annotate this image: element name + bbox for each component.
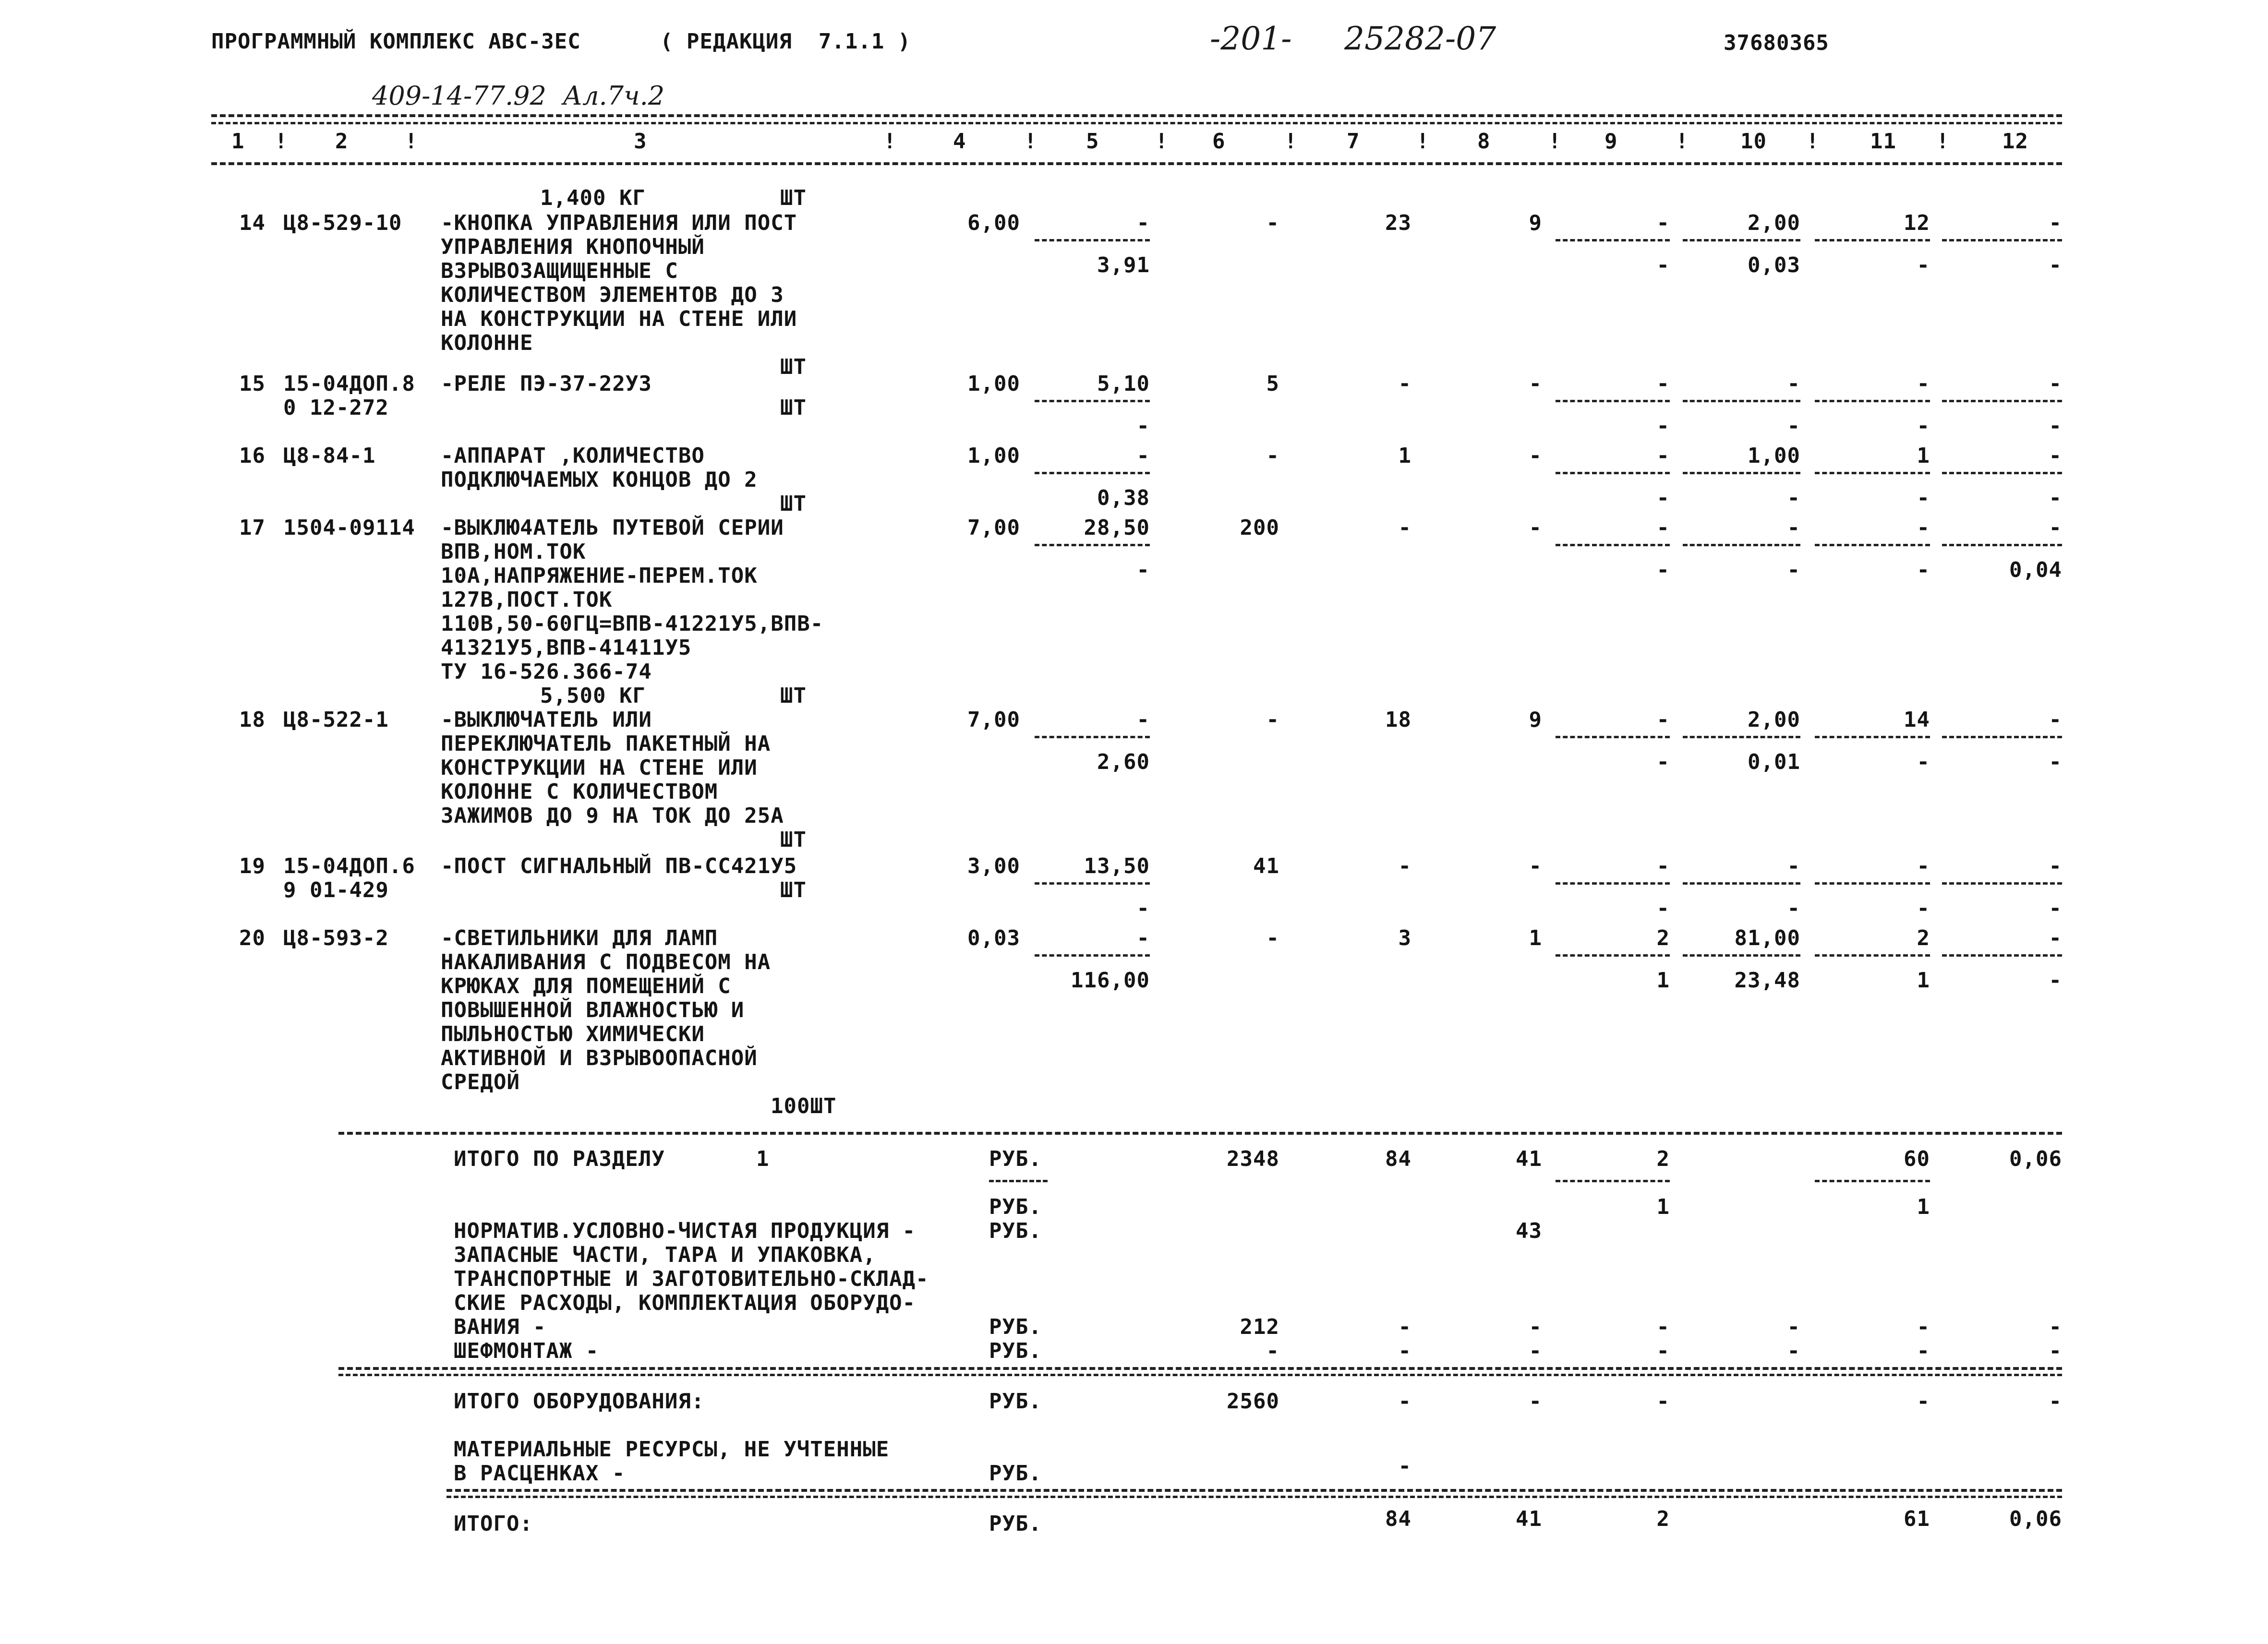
cell-col-5-sub: 116,00 <box>1071 968 1150 993</box>
cell-col-5-sub: - <box>1136 558 1150 582</box>
currency-label: РУБ. <box>989 1389 1042 1414</box>
shef-dash: - <box>2049 1339 2062 1363</box>
cell-col-4: 3,00 <box>967 854 1020 878</box>
cell-col-8: - <box>1529 444 1542 468</box>
cell-col-9: - <box>1656 211 1670 235</box>
spare-parts-label: ТРАНСПОРТНЫЕ И ЗАГОТОВИТЕЛЬНО-СКЛАД- <box>454 1267 929 1291</box>
row-number: 14 <box>239 211 265 235</box>
total-col-9-sub: 1 <box>1656 1195 1670 1219</box>
item-description: КОЛОННЕ С КОЛИЧЕСТВОМ <box>441 780 718 804</box>
cell-col-7: 1 <box>1398 444 1411 468</box>
sub-rule <box>1683 472 1800 474</box>
spare-dash: - <box>1529 1315 1542 1339</box>
unit-label: ШТ <box>780 828 807 852</box>
cell-col-9: - <box>1656 516 1670 540</box>
item-description: КОЛОННЕ <box>441 331 533 355</box>
item-description: -ПОСТ СИГНАЛЬНЫЙ ПВ-СС421У5 <box>441 854 797 878</box>
unit-label: ШТ <box>780 492 807 516</box>
row-number: 17 <box>239 516 265 540</box>
item-description: -АППАРАТ ,КОЛИЧЕСТВО <box>441 444 705 468</box>
item-description: ПОВЫШЕННОЙ ВЛАЖНОСТЬЮ И <box>441 998 745 1022</box>
item-description: 41321У5,ВПВ-41411У5 <box>441 636 692 660</box>
cell-col-8: 1 <box>1529 926 1542 950</box>
cell-col-9-sub: - <box>1656 896 1670 921</box>
unit-label: ШТ <box>780 396 807 420</box>
item-description: АКТИВНОЙ И ВЗРЫВООПАСНОЙ <box>441 1046 758 1070</box>
shef-dash: - <box>1656 1339 1670 1363</box>
cell-col-10-sub: - <box>1787 486 1800 510</box>
cell-col-9-sub: - <box>1656 750 1670 774</box>
sub-rule <box>1035 400 1150 402</box>
cell-col-11: 1 <box>1917 444 1930 468</box>
spare-dash: - <box>1656 1315 1670 1339</box>
cell-col-5-sub: - <box>1136 896 1150 921</box>
cell-col-8: - <box>1529 854 1542 878</box>
cell-col-9-sub: - <box>1656 253 1670 277</box>
item-code: Ц8-529-10 <box>283 211 402 235</box>
sub-rule <box>1815 1180 1930 1182</box>
item-description: СРЕДОЙ <box>441 1070 520 1094</box>
cell-col-11-sub: - <box>1917 486 1930 510</box>
currency-label: РУБ. <box>989 1339 1042 1363</box>
currency-label: РУБ. <box>989 1147 1042 1171</box>
column-separator: ! <box>883 129 897 154</box>
column-header-3: 3 <box>634 129 647 154</box>
sub-rule <box>1942 400 2062 402</box>
cell-col-10-sub: - <box>1787 896 1800 921</box>
cell-col-11-sub: - <box>1917 896 1930 921</box>
cell-col-10: - <box>1787 516 1800 540</box>
cell-col-7: - <box>1398 854 1411 878</box>
column-separator: ! <box>405 129 418 154</box>
spare-parts-label: ВАНИЯ - <box>454 1315 546 1339</box>
grand-total-col-9: 2 <box>1656 1507 1670 1531</box>
sub-rule <box>1556 472 1670 474</box>
item-description: ПОДКЛЮЧАЕМЫХ КОНЦОВ ДО 2 <box>441 468 758 492</box>
column-header-12: 12 <box>2002 129 2028 154</box>
cell-col-10-sub: 23,48 <box>1734 968 1800 993</box>
sub-rule <box>1683 882 1800 885</box>
cell-col-12: - <box>2049 708 2062 732</box>
cell-col-7: - <box>1398 516 1411 540</box>
item-description: ПЫЛЬНОСТЬЮ ХИМИЧЕСКИ <box>441 1022 705 1046</box>
section-rule-2 <box>446 1496 2062 1498</box>
item-description: УПРАВЛЕНИЯ КНОПОЧНЫЙ <box>441 235 705 259</box>
cell-col-12-sub: - <box>2049 414 2062 438</box>
equipment-total-dash: - <box>1917 1389 1930 1414</box>
item-description: -РЕЛЕ ПЭ-37-22У3 <box>441 372 652 396</box>
shef-dash: - <box>1398 1339 1411 1363</box>
cell-col-12: - <box>2049 372 2062 396</box>
column-header-9: 9 <box>1604 129 1618 154</box>
grand-total-col-12: 0,06 <box>2009 1507 2062 1531</box>
document-register-code: 37680365 <box>1724 31 1829 55</box>
cell-col-6: 5 <box>1266 372 1279 396</box>
sub-rule <box>1556 239 1670 241</box>
cell-col-7: 18 <box>1385 708 1411 732</box>
cell-col-4: 1,00 <box>967 444 1020 468</box>
cell-col-4: 6,00 <box>967 211 1020 235</box>
sub-rule <box>1942 239 2062 241</box>
column-separator: ! <box>275 129 288 154</box>
handwritten-reference: 409-14-77.92 Ал.7ч.2 <box>372 81 665 111</box>
section-rule <box>338 1132 2062 1135</box>
cell-col-8: 9 <box>1529 708 1542 732</box>
item-description: ВЗРЫВОЗАЩИЩЕННЫЕ С <box>441 259 678 283</box>
currency-label: РУБ. <box>989 1219 1042 1243</box>
total-col-9: 2 <box>1656 1147 1670 1171</box>
equipment-total-dash: - <box>2049 1389 2062 1414</box>
grand-total-col-8: 41 <box>1516 1507 1542 1531</box>
cell-col-10: - <box>1787 372 1800 396</box>
cell-col-5: - <box>1136 211 1150 235</box>
cell-col-11: 12 <box>1904 211 1930 235</box>
item-description: ПЕРЕКЛЮЧАТЕЛЬ ПАКЕТНЫЙ НА <box>441 732 771 756</box>
item-code: Ц8-522-1 <box>283 708 389 732</box>
shef-dash: - <box>1787 1339 1800 1363</box>
spare-dash: - <box>1917 1315 1930 1339</box>
cell-col-10-sub: 0,01 <box>1748 750 1800 774</box>
cell-col-4: 7,00 <box>967 516 1020 540</box>
sub-rule <box>1815 954 1930 957</box>
column-header-4: 4 <box>953 129 966 154</box>
item-description: ТУ 16-526.366-74 <box>441 660 652 684</box>
column-separator: ! <box>1416 129 1430 154</box>
cell-col-4: 0,03 <box>967 926 1020 950</box>
cell-col-12: - <box>2049 926 2062 950</box>
grand-total-label: ИТОГО: <box>454 1512 533 1536</box>
cell-col-8: - <box>1529 516 1542 540</box>
cell-col-9: - <box>1656 372 1670 396</box>
total-col-8: 41 <box>1516 1147 1542 1171</box>
sub-rule <box>1683 736 1800 738</box>
item-description: -ВЫКЛЮЧАТЕЛЬ ИЛИ <box>441 708 652 732</box>
cell-col-10-sub: - <box>1787 558 1800 582</box>
item-code: 0 12-272 <box>283 396 389 420</box>
cell-col-8: - <box>1529 372 1542 396</box>
materials-label: МАТЕРИАЛЬНЫЕ РЕСУРСЫ, НЕ УЧТЕННЫЕ <box>454 1437 890 1462</box>
materials-col-7: - <box>1398 1454 1411 1478</box>
sub-rule <box>1556 544 1670 546</box>
program-edition: ( РЕДАКЦИЯ 7.1.1 ) <box>660 29 911 54</box>
page-number: -201- <box>1210 20 1292 57</box>
item-description: КОНСТРУКЦИИ НА СТЕНЕ ИЛИ <box>441 756 758 780</box>
sub-rule <box>1035 736 1150 738</box>
cell-col-10: 1,00 <box>1748 444 1800 468</box>
cell-col-5: 13,50 <box>1084 854 1150 878</box>
cell-col-12: - <box>2049 516 2062 540</box>
sub-rule <box>1942 882 2062 885</box>
section-total-label: ИТОГО ПО РАЗДЕЛУ <box>454 1147 665 1171</box>
cell-col-10-sub: 0,03 <box>1748 253 1800 277</box>
cell-col-11-sub: - <box>1917 750 1930 774</box>
cell-col-4: 7,00 <box>967 708 1020 732</box>
spare-parts-label: СКИЕ РАСХОДЫ, КОМПЛЕКТАЦИЯ ОБОРУДО- <box>454 1291 916 1315</box>
weight-note: 5,500 КГ <box>540 684 646 708</box>
column-separator: ! <box>1806 129 1820 154</box>
cell-col-12: - <box>2049 854 2062 878</box>
row-number: 19 <box>239 854 265 878</box>
sub-rule <box>1035 472 1150 474</box>
cell-col-11: - <box>1917 854 1930 878</box>
equipment-total-label: ИТОГО ОБОРУДОВАНИЯ: <box>454 1389 705 1414</box>
cell-col-9-sub: - <box>1656 558 1670 582</box>
spare-dash: - <box>2049 1315 2062 1339</box>
currency-label: РУБ. <box>989 1195 1042 1219</box>
cell-col-9-sub: - <box>1656 414 1670 438</box>
sub-rule <box>1683 544 1800 546</box>
item-description: -СВЕТИЛЬНИКИ ДЛЯ ЛАМП <box>441 926 718 950</box>
spare-dash: - <box>1787 1315 1800 1339</box>
total-col-12: 0,06 <box>2009 1147 2062 1171</box>
cell-col-9-sub: - <box>1656 486 1670 510</box>
shefmontazh-label: ШЕФМОНТАЖ - <box>454 1339 599 1363</box>
item-code: Ц8-593-2 <box>283 926 389 950</box>
cell-col-5: 28,50 <box>1084 516 1150 540</box>
materials-label: В РАСЦЕНКАХ - <box>454 1461 626 1486</box>
unit-label: ШТ <box>780 186 807 210</box>
cell-col-11: 2 <box>1917 926 1930 950</box>
cell-col-5-sub: 3,91 <box>1097 253 1150 277</box>
cell-col-6: - <box>1266 926 1279 950</box>
cell-col-12-sub: - <box>2049 486 2062 510</box>
item-code: Ц8-84-1 <box>283 444 376 468</box>
column-separator: ! <box>1284 129 1298 154</box>
currency-label: РУБ. <box>989 1512 1042 1536</box>
column-separator: ! <box>1936 129 1950 154</box>
unit-label: ШТ <box>780 878 807 902</box>
cell-col-5: 5,10 <box>1097 372 1150 396</box>
row-number: 18 <box>239 708 265 732</box>
cell-col-11-sub: 1 <box>1917 968 1930 993</box>
sub-rule <box>1942 954 2062 957</box>
cell-col-9: 2 <box>1656 926 1670 950</box>
cell-col-11-sub: - <box>1917 253 1930 277</box>
column-header-1: 1 <box>231 129 245 154</box>
sub-rule <box>1035 544 1150 546</box>
equipment-total-col-6: 2560 <box>1227 1389 1279 1414</box>
row-number: 15 <box>239 372 265 396</box>
cell-col-7: - <box>1398 372 1411 396</box>
cell-col-5-sub: 2,60 <box>1097 750 1150 774</box>
sub-rule <box>1942 544 2062 546</box>
item-description: КОЛИЧЕСТВОМ ЭЛЕМЕНТОВ ДО 3 <box>441 283 784 307</box>
cell-col-8: 9 <box>1529 211 1542 235</box>
cell-col-12-sub: - <box>2049 750 2062 774</box>
total-col-7: 84 <box>1385 1147 1411 1171</box>
cell-col-5-sub: 0,38 <box>1097 486 1150 510</box>
grand-total-col-7: 84 <box>1385 1507 1411 1531</box>
item-description: НАКАЛИВАНИЯ С ПОДВЕСОМ НА <box>441 950 771 974</box>
spare-col-6: 212 <box>1240 1315 1279 1339</box>
sub-rule <box>1035 882 1150 885</box>
cell-col-12-sub: - <box>2049 253 2062 277</box>
section-rule-2 <box>338 1374 2062 1376</box>
sub-rule <box>1035 239 1150 241</box>
cell-col-10-sub: - <box>1787 414 1800 438</box>
header-rule-top <box>211 114 2062 117</box>
cell-col-6: 200 <box>1240 516 1279 540</box>
spare-dash: - <box>1398 1315 1411 1339</box>
cell-col-12: - <box>2049 444 2062 468</box>
item-description: 127В,ПОСТ.ТОК <box>441 588 613 612</box>
document-code: 25282-07 <box>1344 20 1496 57</box>
column-header-5: 5 <box>1086 129 1099 154</box>
item-code: 9 01-429 <box>283 878 389 902</box>
cell-col-10: 2,00 <box>1748 708 1800 732</box>
item-code: 15-04ДОП.8 <box>283 372 415 396</box>
total-col-11: 60 <box>1904 1147 1930 1171</box>
cell-col-5-sub: - <box>1136 414 1150 438</box>
column-header-10: 10 <box>1740 129 1767 154</box>
sub-rule <box>1815 239 1930 241</box>
grand-total-col-11: 61 <box>1904 1507 1930 1531</box>
item-description: НА КОНСТРУКЦИИ НА СТЕНЕ ИЛИ <box>441 307 797 331</box>
item-description: -КНОПКА УПРАВЛЕНИЯ ИЛИ ПОСТ <box>441 211 797 235</box>
currency-label: РУБ. <box>989 1315 1042 1339</box>
cell-col-11-sub: - <box>1917 558 1930 582</box>
item-description: 110В,50-60ГЦ=ВПВ-41221У5,ВПВ- <box>441 612 824 636</box>
section-number: 1 <box>756 1147 770 1171</box>
norm-label: НОРМАТИВ.УСЛОВНО-ЧИСТАЯ ПРОДУКЦИЯ - <box>454 1219 916 1243</box>
item-description: 10А,НАПРЯЖЕНИЕ-ПЕРЕМ.ТОК <box>441 564 758 588</box>
total-col-11-sub: 1 <box>1917 1195 1930 1219</box>
item-description: КРЮКАХ ДЛЯ ПОМЕЩЕНИЙ С <box>441 974 731 998</box>
cell-col-10: 81,00 <box>1734 926 1800 950</box>
column-header-7: 7 <box>1347 129 1360 154</box>
sub-rule <box>1556 400 1670 402</box>
cell-col-9-sub: 1 <box>1656 968 1670 993</box>
item-code: 15-04ДОП.6 <box>283 854 415 878</box>
program-name: ПРОГРАММНЫЙ КОМПЛЕКС АВС-3ЕС <box>211 29 581 54</box>
cell-col-7: 3 <box>1398 926 1411 950</box>
item-description: -ВЫКЛЮ4АТЕЛЬ ПУТЕВОЙ СЕРИИ <box>441 516 784 540</box>
column-separator: ! <box>1548 129 1562 154</box>
sub-rule <box>1815 472 1930 474</box>
cell-col-12-sub: - <box>2049 896 2062 921</box>
column-separator: ! <box>1676 129 1689 154</box>
row-number: 16 <box>239 444 265 468</box>
column-header-6: 6 <box>1212 129 1226 154</box>
cell-col-5: - <box>1136 444 1150 468</box>
item-description: ВПВ,НОМ.ТОК <box>441 540 586 564</box>
cell-col-4: 1,00 <box>967 372 1020 396</box>
row-number: 20 <box>239 926 265 950</box>
section-rule <box>446 1489 2062 1492</box>
cell-col-10: - <box>1787 854 1800 878</box>
sub-rule <box>1942 736 2062 738</box>
norm-col-8: 43 <box>1516 1219 1542 1243</box>
equipment-total-dash: - <box>1398 1389 1411 1414</box>
section-rule <box>338 1367 2062 1370</box>
cell-col-12-sub: 0,04 <box>2009 558 2062 582</box>
cell-col-6: - <box>1266 211 1279 235</box>
cell-col-11: - <box>1917 372 1930 396</box>
cell-col-11-sub: - <box>1917 414 1930 438</box>
sub-rule <box>989 1180 1048 1182</box>
shef-dash: - <box>1529 1339 1542 1363</box>
cell-col-11: 14 <box>1904 708 1930 732</box>
spare-parts-label: ЗАПАСНЫЕ ЧАСТИ, ТАРА И УПАКОВКА, <box>454 1243 876 1267</box>
sub-rule <box>1683 400 1800 402</box>
shef-dash: - <box>1917 1339 1930 1363</box>
unit-label: ШТ <box>780 684 807 708</box>
equipment-total-dash: - <box>1656 1389 1670 1414</box>
column-separator: ! <box>1155 129 1169 154</box>
item-description: ЗАЖИМОВ ДО 9 НА ТОК ДО 25А <box>441 804 784 828</box>
sub-rule <box>1556 882 1670 885</box>
currency-label: РУБ. <box>989 1461 1042 1486</box>
cell-col-10: 2,00 <box>1748 211 1800 235</box>
unit-label: 100ШТ <box>771 1094 837 1118</box>
weight-note: 1,400 КГ <box>540 186 646 210</box>
sub-rule <box>1683 954 1800 957</box>
equipment-total-dash: - <box>1529 1389 1542 1414</box>
sub-rule <box>1942 472 2062 474</box>
cell-col-12: - <box>2049 211 2062 235</box>
shef-col-6: - <box>1266 1339 1279 1363</box>
sub-rule <box>1815 736 1930 738</box>
cell-col-7: 23 <box>1385 211 1411 235</box>
cell-col-9: - <box>1656 708 1670 732</box>
cell-col-9: - <box>1656 854 1670 878</box>
sub-rule <box>1815 544 1930 546</box>
cell-col-5: - <box>1136 926 1150 950</box>
total-col-6: 2348 <box>1227 1147 1279 1171</box>
cell-col-6: - <box>1266 708 1279 732</box>
column-header-2: 2 <box>335 129 349 154</box>
column-header-8: 8 <box>1477 129 1491 154</box>
header-rule-bottom <box>211 162 2062 165</box>
sub-rule <box>1556 954 1670 957</box>
sub-rule <box>1815 400 1930 402</box>
cell-col-6: - <box>1266 444 1279 468</box>
column-separator: ! <box>1024 129 1037 154</box>
sub-rule <box>1815 882 1930 885</box>
unit-label: ШТ <box>780 355 807 379</box>
cell-col-9: - <box>1656 444 1670 468</box>
sub-rule <box>1556 736 1670 738</box>
sub-rule <box>1683 239 1800 241</box>
cell-col-5: - <box>1136 708 1150 732</box>
item-code: 1504-09114 <box>283 516 415 540</box>
cell-col-6: 41 <box>1253 854 1279 878</box>
cell-col-11: - <box>1917 516 1930 540</box>
sub-rule <box>1556 1180 1670 1182</box>
cell-col-12-sub: - <box>2049 968 2062 993</box>
column-header-11: 11 <box>1870 129 1896 154</box>
header-rule-top-2 <box>211 122 2062 124</box>
sub-rule <box>1035 954 1150 957</box>
